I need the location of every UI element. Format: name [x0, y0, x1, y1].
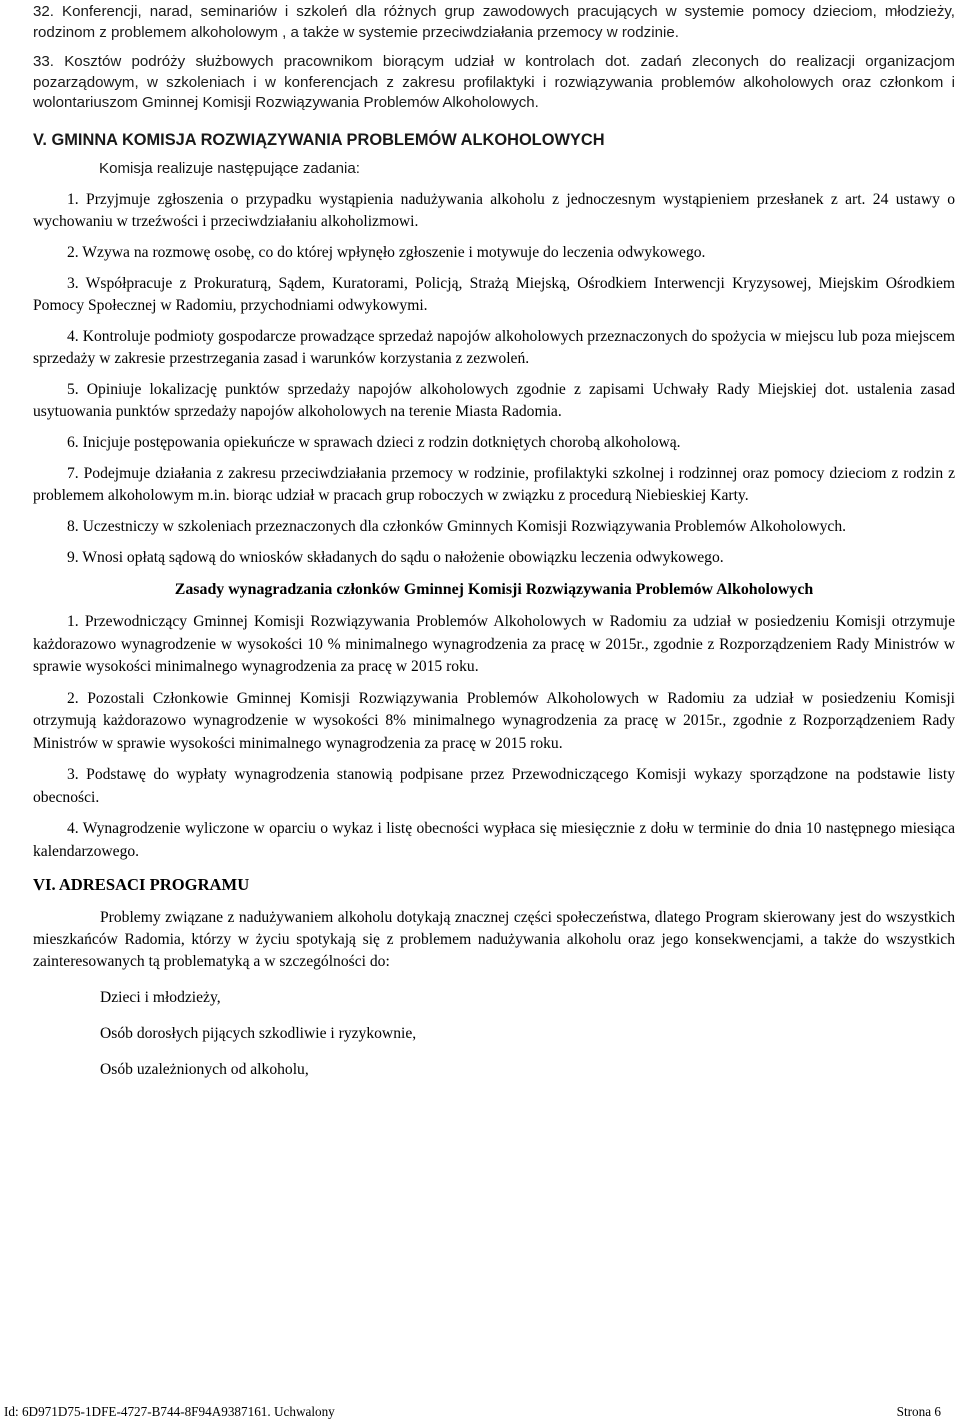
task-item: 3. Współpracuje z Prokuraturą, Sądem, Kuratorami, Policją, Strażą Miejską, Ośrodkiem Interwencji Kryzysowej, Miejskim Ośrodkiem Pomocy Społecznej w Radomiu, przychodniami odwykowymi. [33, 275, 955, 314]
addressee-item: Osób dorosłych pijących szkodliwie i ryzykownie, [100, 1025, 417, 1042]
task-item: 8. Uczestniczy w szkoleniach przeznaczonych dla członków Gminnych Komisji Rozwiązywania Problemów Alkoholowych. [67, 518, 847, 535]
page-number: Strona 6 [896, 1404, 941, 1419]
section-heading: VI. ADRESACI PROGRAMU [33, 875, 250, 894]
task-item: 2. Wzywa na rozmowę osobę, co do której wpłynęło zgłoszenie i motywuje do leczenia odwykowego. [67, 244, 706, 261]
list-item: 33. Kosztów podróży służbowych pracownikom biorącym udział w kontrolach dot. zadań zleconych do realizacji organizacjom pozarządowym, w szkoleniach i w konferencjach z zakresu profilaktyki i rozwiązywania problemów alkoholowych oraz członkom i wolontariuszom Gminnej Komisji Rozwiązywania Problemów Alkoholowych. [33, 53, 955, 111]
section-heading: V. GMINNA KOMISJA ROZWIĄZYWANIA PROBLEMÓW ALKOHOLOWYCH [33, 130, 605, 149]
task-item: 5. Opiniuje lokalizację punktów sprzedaży napojów alkoholowych zgodnie z zapisami Uchwały Rady Miejskiej dot. ustalenia zasad usytuowania punktów sprzedaży napojów alkoholowych na terenie Miasta Radomia. [33, 381, 955, 420]
section-intro: Komisja realizuje następujące zadania: [99, 159, 360, 177]
addressee-item: Osób uzależnionych od alkoholu, [100, 1061, 309, 1078]
task-item: 1. Przyjmuje zgłoszenia o przypadku wystąpienia nadużywania alkoholu z jednoczesnym wystąpieniem przesłanek z art. 24 ustawy o wychowaniu w trzeźwości i przeciwdziałaniu alkoholizmowi. [33, 191, 955, 230]
rule-item: 1. Przewodniczący Gminnej Komisji Rozwiązywania Problemów Alkoholowych w Radomiu za udział w posiedzeniu Komisji otrzymuje każdorazowo wynagrodzenie w wysokości 10 % minimalnego wynagrodzenia za pracę w 2015r., zgodnie z Rozporządzeniem Rady Ministrów w sprawie wysokości minimalnego wynagrodzenia za pracę w 2015 roku. [33, 613, 955, 675]
document-id: Id: 6D971D75-1DFE-4727-B744-8F94A9387161. Uchwalony [4, 1404, 335, 1419]
section-intro: Problemy związane z nadużywaniem alkoholu dotykają znacznej części społeczeństwa, dlatego Program skierowany jest do wszystkich mieszkańców Radomia, którzy w życiu spotykają się z problemem nadużywania alkoholu oraz jego konsekwencjami, a także do wszystkich zainteresowanych tą problematyką a w szczególności do: [33, 909, 955, 970]
page-content [33, 2, 955, 1081]
rule-item: 3. Podstawę do wypłaty wynagrodzenia stanowią podpisane przez Przewodniczącego Komisji wykazy sporządzone na podstawie listy obecności. [33, 766, 955, 806]
task-item: 7. Podejmuje działania z zakresu przeciwdziałania przemocy w rodzinie, profilaktyki szkolnej i rodzinnej oraz pomocy dzieciom z rodzin z problemem alkoholowym m.in. biorąc udział w pracach grup roboczych w związku z procedurą Niebieskiej Karty. [33, 465, 955, 504]
task-item: 9. Wnosi opłatą sądową do wniosków składanych do sądu o nałożenie obowiązku leczenia odwykowego. [67, 549, 724, 566]
task-item: 6. Inicjuje postępowania opiekuńcze w sprawach dzieci z rodzin dotkniętych chorobą alkoholową. [67, 434, 681, 451]
rule-item: 2. Pozostali Członkowie Gminnej Komisji Rozwiązywania Problemów Alkoholowych w Radomiu za udział w posiedzeniu Komisji otrzymują każdorazowo wynagrodzenie w wysokości 8% minimalnego wynagrodzenia za pracę w 2015r., zgodnie z Rozporządzeniem Rady Ministrów w sprawie wysokości minimalnego wynagrodzenia za pracę w 2015 roku. [33, 689, 955, 752]
remuneration-heading: Zasady wynagradzania członków Gminnej Komisji Rozwiązywania Problemów Alkoholowych [174, 581, 814, 598]
rule-item: 4. Wynagrodzenie wyliczone w oparciu o wykaz i listę obecności wypłaca się miesięcznie z dołu w terminie do dnia 10 następnego miesiąca kalendarzowego. [33, 820, 955, 860]
task-item: 4. Kontroluje podmioty gospodarcze prowadzące sprzedaż napojów alkoholowych przeznaczonych do spożycia w miejscu lub poza miejscem sprzedaży w zakresie przestrzegania zasad i warunków korzystania z zezwoleń. [33, 328, 955, 367]
addressee-item: Dzieci i młodzieży, [100, 989, 221, 1006]
list-item: 32. Konferencji, narad, seminariów i szkoleń dla różnych grup zawodowych pracujących w systemie pomocy dzieciom, młodzieży, rodzinom z problemem alkoholowym , a także w systemie przeciwdziałania przemocy w rodzinie. [33, 3, 955, 41]
page-footer [4, 1404, 941, 1420]
